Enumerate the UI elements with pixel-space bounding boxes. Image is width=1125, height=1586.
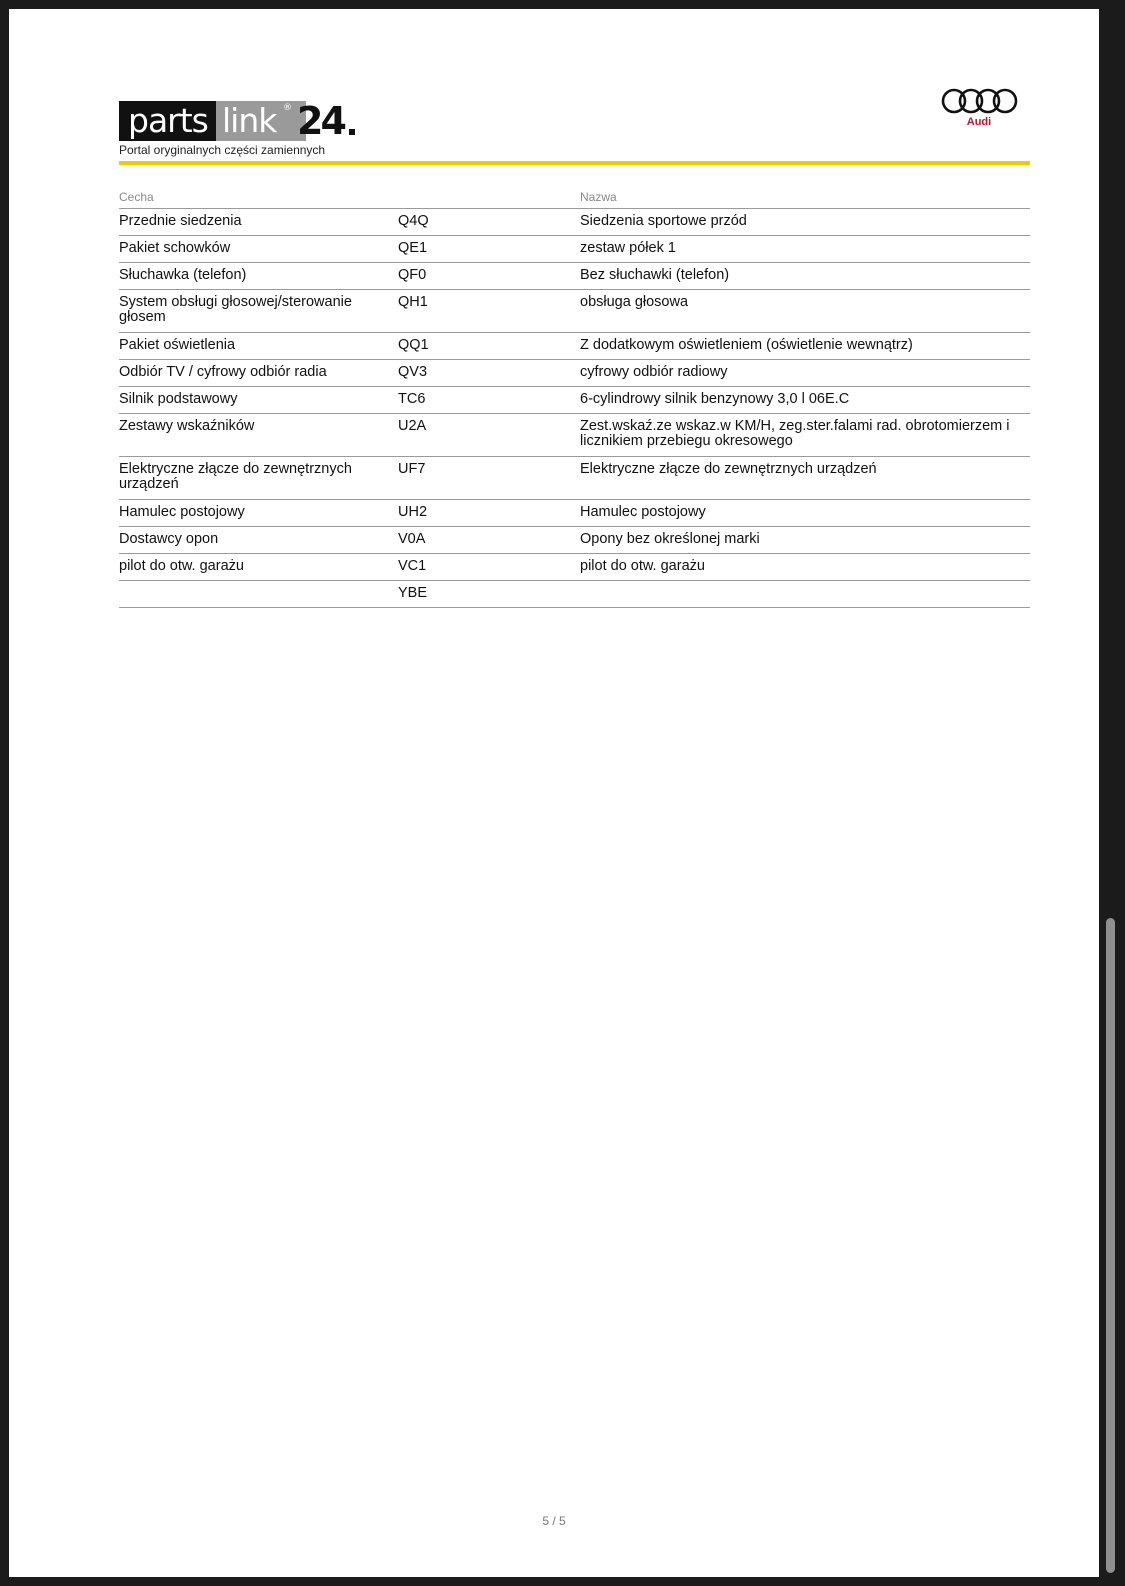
cell-code: QV3 [398,364,428,380]
cell-feature: Hamulec postojowy [119,504,245,520]
audi-wordmark: Audi [966,116,992,128]
table-row [119,527,1030,554]
vertical-scrollbar[interactable] [1106,918,1115,1573]
logo-number-text: 24 [297,99,344,143]
cell-feature: pilot do otw. garażu [119,558,244,574]
table-row [119,290,1030,333]
cell-name: Opony bez określonej marki [580,531,760,547]
table-row [119,414,1030,457]
table-row [119,554,1030,581]
cell-name: cyfrowy odbiór radiowy [580,364,728,380]
cell-name: Bez słuchawki (telefon) [580,267,730,283]
column-header-feature: Cecha [119,190,154,204]
logo-link-text: link [222,101,277,140]
header-divider [119,161,1030,165]
cell-code: YBE [398,585,428,601]
cell-feature: Pakiet schowków [119,240,231,256]
table-row [119,263,1030,290]
cell-name: 6-cylindrowy silnik benzynowy 3,0 l 06E.C [580,391,850,407]
table-row [119,457,1030,500]
cell-name: pilot do otw. garażu [580,558,705,574]
equipment-table [119,187,1030,608]
table-row [119,333,1030,360]
table-row [119,360,1030,387]
cell-code: U2A [398,418,427,434]
logo-registered-mark: ® [283,103,292,113]
table-row [119,209,1030,236]
cell-name: Z dodatkowym oświetleniem (oświetlenie wewnątrz) [580,337,913,353]
logo-tagline: Portal oryginalnych części zamiennych [119,143,326,157]
table-row [119,387,1030,414]
table-row [119,236,1030,263]
cell-code: Q4Q [398,213,429,229]
cell-code: VC1 [398,558,427,574]
table-body [119,209,1030,608]
document-page [9,9,1099,1577]
table-row [119,500,1030,527]
cell-code: TC6 [398,391,426,407]
cell-code: UF7 [398,461,426,477]
cell-name: Elektryczne złącze do zewnętrznych urządzeń [580,461,877,477]
cell-code: QF0 [398,267,427,283]
cell-name: Hamulec postojowy [580,504,706,520]
audi-rings-icon [941,87,1021,115]
table-row [119,581,1030,608]
cell-name: obsługa głosowa [580,294,689,310]
cell-feature: Dostawcy opon [119,531,219,547]
cell-feature: System obsługi głosowej/sterowanie głosem [119,294,352,325]
logo-parts-text: parts [128,101,208,140]
cell-name: Siedzenia sportowe przód [580,213,747,229]
cell-code: QE1 [398,240,428,256]
cell-feature: Słuchawka (telefon) [119,267,247,283]
cell-feature: Pakiet oświetlenia [119,337,236,353]
cell-code: UH2 [398,504,428,520]
cell-feature: Zestawy wskaźników [119,418,255,434]
cell-code: QH1 [398,294,428,310]
cell-feature: Odbiór TV / cyfrowy odbiór radia [119,364,327,380]
column-header-name: Nazwa [580,190,617,204]
cell-feature: Przednie siedzenia [119,213,242,229]
cell-feature: Elektryczne złącze do zewnętrznych urządzeń [119,461,352,492]
cell-name: zestaw półek 1 [580,240,676,256]
cell-code: QQ1 [398,337,429,353]
page-indicator: 5 / 5 [542,1514,566,1528]
table-header [119,187,1030,209]
cell-code: V0A [398,531,426,547]
audi-logo [941,87,1031,128]
cell-name: Zest.wskaź.ze wskaz.w KM/H, zeg.ster.falami rad. obrotomierzem i licznikiem przebiegu okresowego [580,418,1010,449]
cell-feature: Silnik podstawowy [119,391,238,407]
